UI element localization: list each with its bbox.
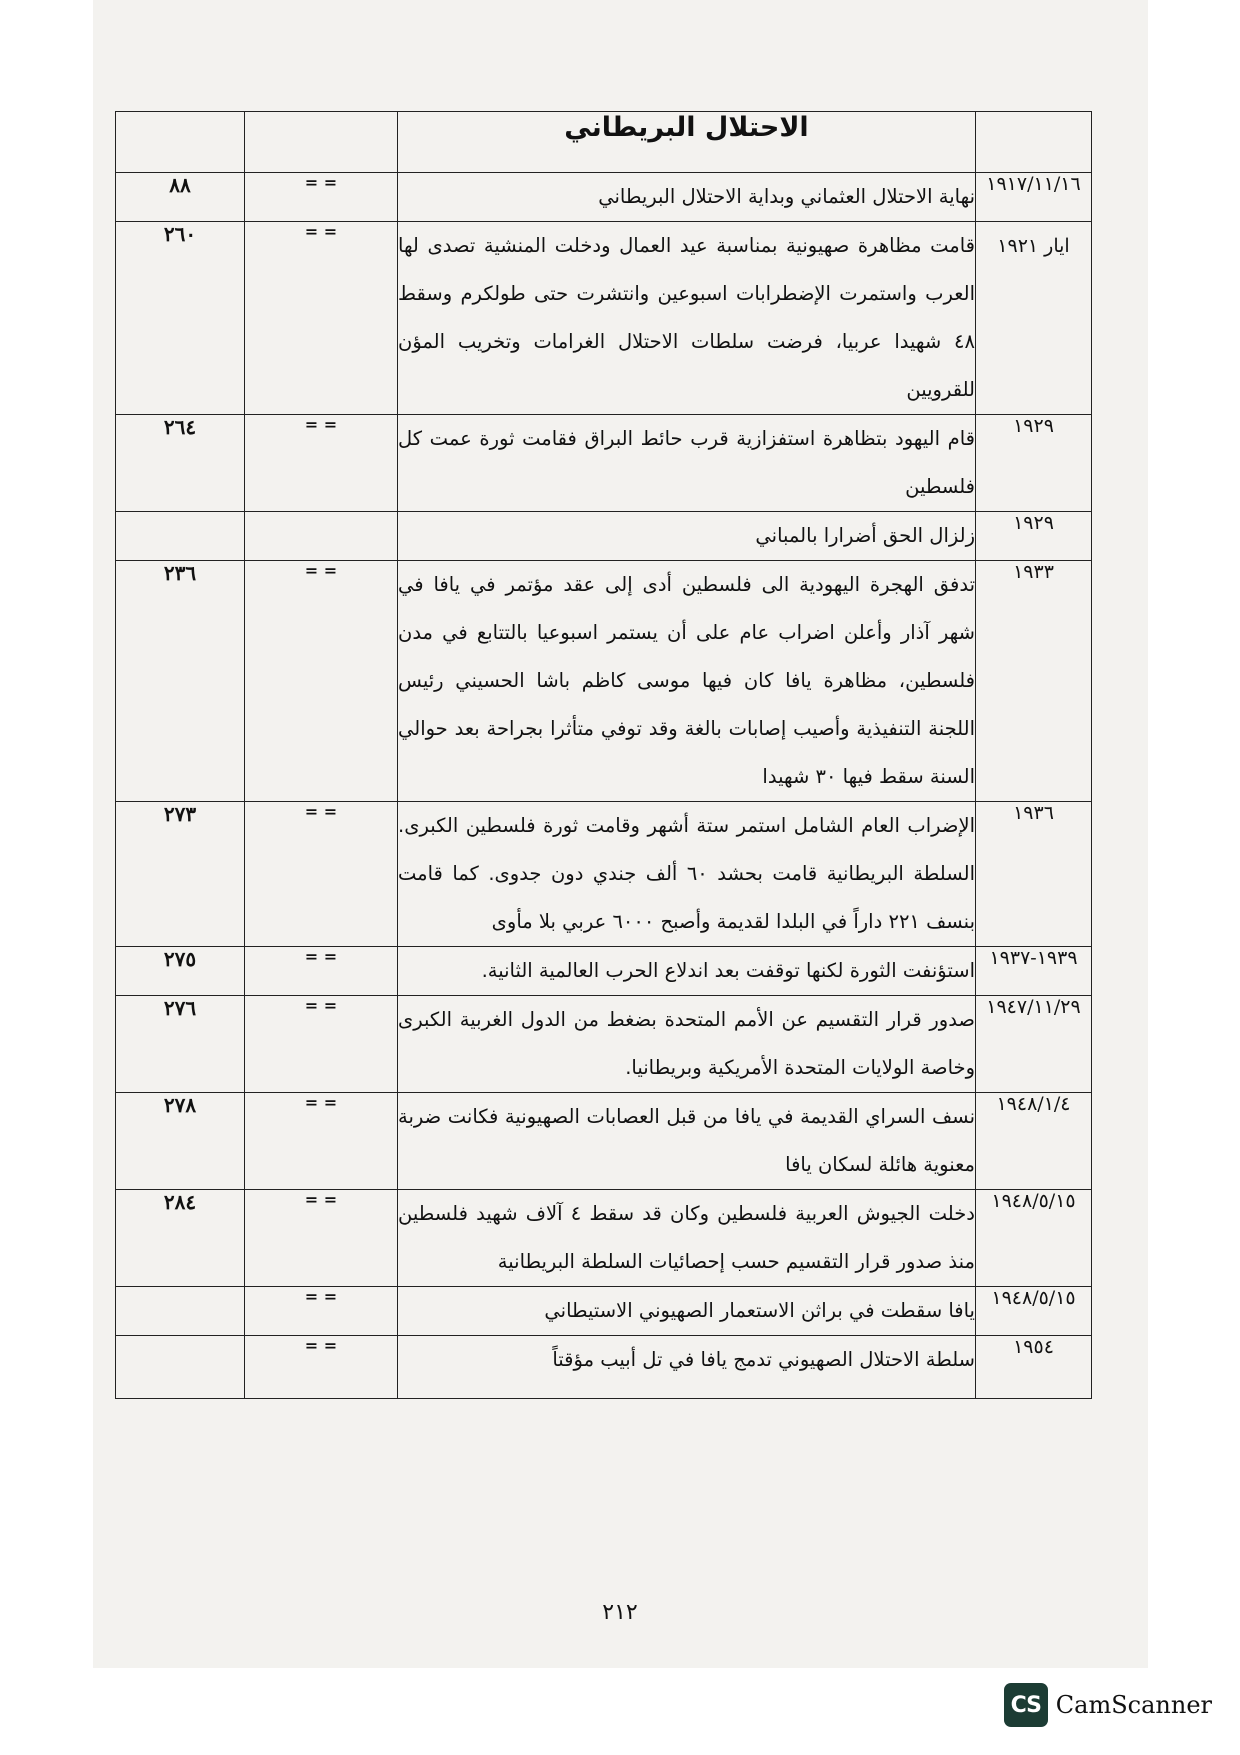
row-page: ٢٧٥ xyxy=(116,947,245,996)
row-date: ١٩٣٣ xyxy=(976,561,1092,802)
row-page: ٢٧٦ xyxy=(116,996,245,1093)
row-page: ٢٧٨ xyxy=(116,1093,245,1190)
page-number: ٢١٢ xyxy=(602,1600,638,1625)
row-date: ١٩٣٦ xyxy=(976,802,1092,947)
row-source: = = xyxy=(245,996,398,1093)
row-source: = = xyxy=(245,802,398,947)
row-page xyxy=(116,1287,245,1336)
table-row xyxy=(116,561,1092,802)
row-source: = = xyxy=(245,1336,398,1399)
camscanner-logo-icon: CS xyxy=(1004,1683,1048,1727)
row-date: ١٩٤٨/١/٤ xyxy=(976,1093,1092,1190)
row-event: صدور قرار التقسيم عن الأمم المتحدة بضغط من الدول الغربية الكبرى وخاصة الولايات المتحدة الأمريكية وبريطانيا. xyxy=(398,996,976,1093)
row-event: تدفق الهجرة اليهودية الى فلسطين أدى إلى عقد مؤتمر في يافا في شهر آذار وأعلن اضراب عام على أن يستمر اسبوعيا بالتتابع في مدن فلسطين، مظاهرة يافا كان فيها موسى كاظم باشا الحسيني رئيس اللجنة التنفيذية وأصيب إصابات بالغة وقد توفي متأثرا بجراحة بعد حوالي السنة سقط فيها ٣٠ شهيدا xyxy=(398,561,976,802)
row-event: الإضراب العام الشامل استمر ستة أشهر وقامت ثورة فلسطين الكبرى. السلطة البريطانية قامت بحشد ٦٠ ألف جندي دون جدوى. كما قامت بنسف ٢٢١ داراً في البلدا لقديمة وأصبح ٦٠٠٠ عربي بلا مأوى xyxy=(398,802,976,947)
table-row xyxy=(116,802,1092,947)
row-date: ١٩٢٩ xyxy=(976,415,1092,512)
table-row xyxy=(116,1287,1092,1336)
camscanner-watermark xyxy=(1004,1680,1212,1730)
row-event: سلطة الاحتلال الصهيوني تدمج يافا في تل أبيب مؤقتاً xyxy=(398,1336,976,1399)
table-title: الاحتلال البريطاني xyxy=(398,112,976,173)
row-date: ايار ١٩٢١ xyxy=(976,222,1092,415)
row-event: قام اليهود بتظاهرة استفزازية قرب حائط البراق فقامت ثورة عمت كل فلسطين xyxy=(398,415,976,512)
row-page: ٢٧٣ xyxy=(116,802,245,947)
table-row xyxy=(116,512,1092,561)
row-page: ٢٦٤ xyxy=(116,415,245,512)
row-event: نسف السراي القديمة في يافا من قبل العصابات الصهيونية فكانت ضربة معنوية هائلة لسكان يافا xyxy=(398,1093,976,1190)
table-row xyxy=(116,1190,1092,1287)
table-row xyxy=(116,415,1092,512)
row-event: قامت مظاهرة صهيونية بمناسبة عيد العمال ودخلت المنشية تصدى لها العرب واستمرت الإضطرابات اسبوعين وانتشرت حتى طولكرم وسقط ٤٨ شهيدا عربيا، فرضت سلطات الاحتلال الغرامات وتخريب المؤن للقرويين xyxy=(398,222,976,415)
table-row xyxy=(116,947,1092,996)
row-page xyxy=(116,1336,245,1399)
table-row xyxy=(116,996,1092,1093)
row-source xyxy=(245,512,398,561)
row-page xyxy=(116,512,245,561)
row-source: = = xyxy=(245,415,398,512)
row-source: = = xyxy=(245,1093,398,1190)
table-row xyxy=(116,1336,1092,1399)
row-date: ١٩٢٩ xyxy=(976,512,1092,561)
table-row xyxy=(116,173,1092,222)
row-date: ١٩٣٩-١٩٣٧ xyxy=(976,947,1092,996)
row-event: استؤنفت الثورة لكنها توقفت بعد اندلاع الحرب العالمية الثانية. xyxy=(398,947,976,996)
table-row xyxy=(116,222,1092,415)
row-event: زلزال الحق أضرارا بالمباني xyxy=(398,512,976,561)
chronology-table xyxy=(115,111,1092,1399)
row-date: ١٩٤٨/٥/١٥ xyxy=(976,1190,1092,1287)
row-source: = = xyxy=(245,947,398,996)
table-header-row xyxy=(116,112,1092,173)
row-source: = = xyxy=(245,222,398,415)
header-date-cell xyxy=(976,112,1092,173)
row-page: ٨٨ xyxy=(116,173,245,222)
row-source: = = xyxy=(245,1190,398,1287)
row-page: ٢٦٠ xyxy=(116,222,245,415)
table-row xyxy=(116,1093,1092,1190)
row-page: ٢٨٤ xyxy=(116,1190,245,1287)
row-date: ١٩٤٨/٥/١٥ xyxy=(976,1287,1092,1336)
row-page: ٢٣٦ xyxy=(116,561,245,802)
header-page-cell xyxy=(116,112,245,173)
row-source: = = xyxy=(245,173,398,222)
row-date: ١٩٥٤ xyxy=(976,1336,1092,1399)
row-event: دخلت الجيوش العربية فلسطين وكان قد سقط ٤ آلاف شهيد فلسطين منذ صدور قرار التقسيم حسب إحصائيات السلطة البريطانية xyxy=(398,1190,976,1287)
row-date: ١٩٤٧/١١/٢٩ xyxy=(976,996,1092,1093)
row-date: ١٩١٧/١١/١٦ xyxy=(976,173,1092,222)
row-source: = = xyxy=(245,1287,398,1336)
row-event: نهاية الاحتلال العثماني وبداية الاحتلال البريطاني xyxy=(398,173,976,222)
row-source: = = xyxy=(245,561,398,802)
header-source-cell xyxy=(245,112,398,173)
row-event: يافا سقطت في براثن الاستعمار الصهيوني الاستيطاني xyxy=(398,1287,976,1336)
camscanner-label: CamScanner xyxy=(1055,1691,1212,1719)
